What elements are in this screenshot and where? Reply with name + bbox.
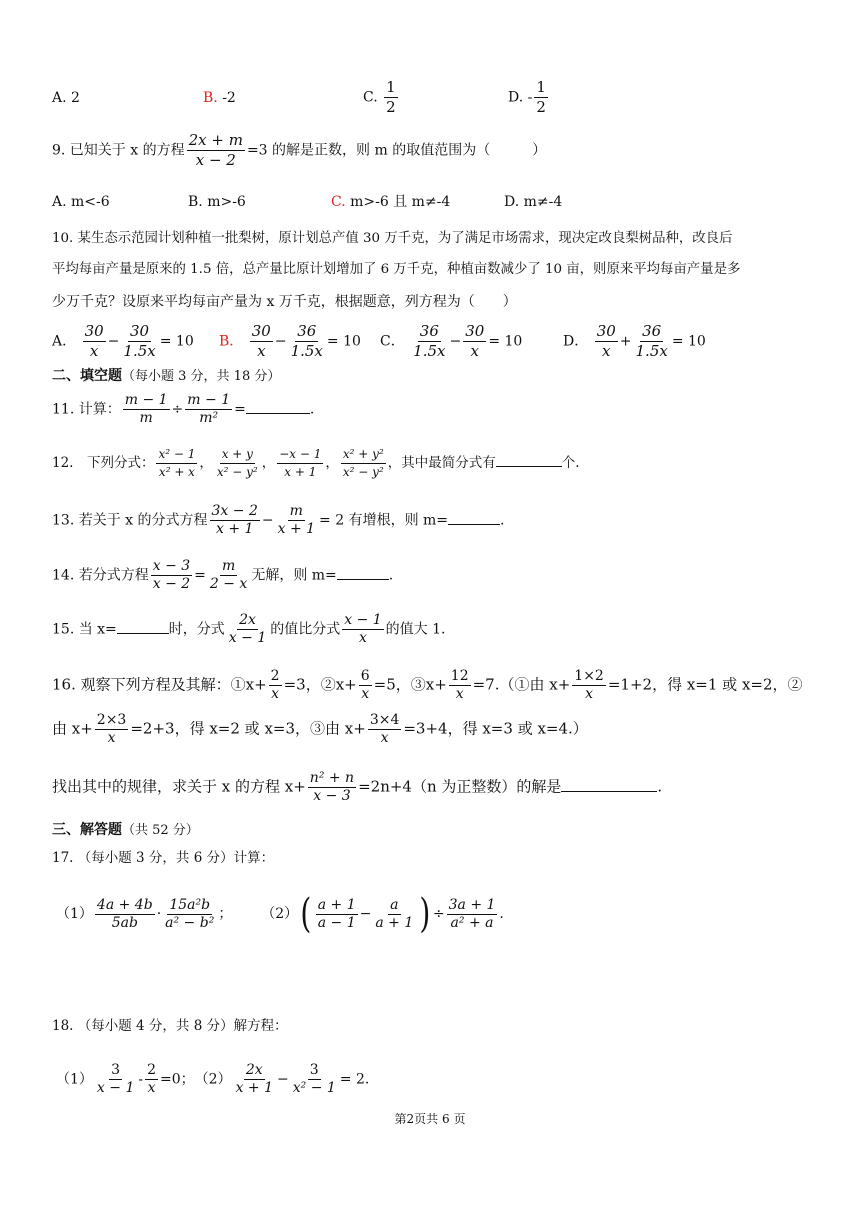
q10-line-1: 10. 某生态示范园计划种植一批梨树，原计划总产值 30 万千克，为了满足市场需求，现决定改良梨树品种，改良后: [52, 231, 733, 246]
q16-frac-3: $\frac{12}{x}$: [450, 668, 469, 702]
q12-frac-1: $\frac{\text{x² − 1}}{\text{x² + x}}$: [158, 447, 196, 479]
q18-frac-3: $\frac{2x}{x + 1}$: [235, 1062, 273, 1096]
section-3-heading: 三、解答题（共 52 分）: [52, 822, 199, 838]
q15-frac-2: $\frac{x - 1}{x}$: [344, 612, 382, 646]
q10-a-frac-2: $\frac{30}{1.5x}$: [123, 322, 156, 360]
q15: 15. 当 x= 时，分式 $\frac{2x}{x - 1}$ 的值比分式 $\frac{x - 1}{x}$ 的值大 1.: [52, 612, 446, 646]
q14-frac-1: $\frac{x - 3}{x - 2}$: [152, 558, 191, 592]
q8-option-d: [508, 78, 550, 117]
q10-line-3: 少万千克？设原来平均每亩产量为 x 万千克，根据题意，列方程为（ ）: [52, 294, 517, 310]
q10-option-a: A． $\frac{30}{x}$ − $\frac{30}{1.5x}$ = 10: [52, 322, 194, 360]
q10-option-d: D． $\frac{30}{x}$ + $\frac{36}{1.5x}$ = 10: [563, 322, 706, 360]
q8-option-c-letter: C.: [363, 89, 378, 106]
q18-title: 18. （每小题 4 分，共 8 分）解方程：: [52, 1018, 288, 1034]
q18-frac-4: $\frac{3}{\text{x² − 1}}$: [292, 1062, 336, 1096]
q10-d-frac-1: $\frac{30}{x}$: [596, 322, 616, 360]
q8-option-c: [363, 78, 400, 117]
q15-answer-blank[interactable]: [117, 619, 169, 634]
page-footer: 第2页共 6 页: [394, 1112, 466, 1126]
q11: 11. 计算： $\frac{m - 1}{m}$ ÷ $\frac{m - 1}{\text{m²}}$ = .: [52, 392, 315, 426]
q17-frac-4: $\frac{a}{a + 1}$: [375, 896, 414, 931]
q12-frac-4: $\frac{\text{x² + y²}}{\text{x² − y²}}$: [342, 447, 384, 479]
q9-fraction: $\frac{2x + m}{x - 2}$: [188, 131, 243, 169]
q8-option-c-fraction: $\frac{1}{2}$: [386, 78, 396, 116]
q10-d-frac-2: $\frac{36}{1.5x}$: [635, 322, 668, 360]
q9-stem: 9. 已知关于 x 的方程 $\frac{2x + m}{x - 2}$ =3 的解是正数，则 m 的取值范围为（ ）: [52, 131, 547, 169]
q8-option-d-letter: D. -: [508, 89, 533, 106]
q13: 13. 若关于 x 的分式方程 $\frac{3x - 2}{x + 1}$ − $\frac{m}{x + 1}$ = 2 有增根，则 m= .: [52, 503, 505, 537]
q16-frac-4: $\frac{1\times 2}{x}$: [574, 668, 604, 702]
q9-option-b: B. m>-6: [188, 194, 246, 210]
q9-option-c: C. m>-6 且 m≠-4: [331, 194, 451, 210]
q12-frac-3: $\frac{-x - 1}{x + 1}$: [279, 447, 322, 479]
section-2-heading: 二、填空题（每小题 3 分，共 18 分）: [52, 368, 281, 384]
q10-c-frac-1: $\frac{36}{1.5x}$: [413, 322, 446, 360]
q8-option-b: [203, 88, 236, 108]
q10-option-c: C． $\frac{36}{1.5x}$ − $\frac{30}{x}$ = 10: [380, 322, 523, 360]
q14: 14. 若分式方程 $\frac{x - 3}{x - 2}$ = $\frac{m}{2 - x}$ 无解，则 m= .: [52, 558, 394, 592]
q16-frac-5: $\frac{2\times 3}{x}$: [96, 712, 127, 746]
q18-frac-2: $\frac{2}{x}$: [147, 1062, 157, 1096]
q10-line-2: 平均每亩产量是原来的 1.5 倍，总产量比原计划增加了 6 万千克，种植亩数减少了 10 亩，则原来平均每亩产量是多: [52, 262, 741, 277]
q16-frac-7: $\frac{\text{n² + n}}{x - 3}$: [309, 770, 355, 804]
q17-frac-3: $\frac{a + 1}{a - 1}$: [317, 896, 356, 931]
q16-frac-1: $\frac{2}{x}$: [270, 668, 280, 702]
q13-frac-2: $\frac{m}{x + 1}$: [277, 503, 316, 537]
q13-frac-1: $\frac{3x - 2}{x + 1}$: [211, 503, 258, 537]
q16-answer-blank[interactable]: [561, 777, 657, 792]
q17-title: 17. （每小题 3 分，共 6 分）计算：: [52, 850, 275, 866]
q10-b-frac-2: $\frac{36}{1.5x}$: [290, 322, 323, 360]
q9-option-d: D. m≠-4: [504, 194, 563, 210]
q8-option-b-value: -2: [217, 90, 236, 106]
q8-option-b-letter: B.: [203, 90, 218, 106]
q9-option-a: A. m<-6: [52, 194, 110, 210]
q11-frac-1: $\frac{m - 1}{m}$: [124, 392, 168, 426]
q13-answer-blank[interactable]: [448, 510, 500, 525]
q12-frac-2: $\frac{x + y}{\text{x² − y²}}$: [216, 447, 258, 479]
q16-line-2: 由 x+ $\frac{2\times 3}{x}$ =2+3，得 x=2 或 x=3，③由 x+ $\frac{3\times 4}{x}$ =3+4，得 x=3 或 x=4.）: [52, 712, 588, 746]
q10-b-frac-1: $\frac{30}{x}$: [251, 322, 271, 360]
q11-answer-blank[interactable]: [246, 399, 310, 414]
q18-parts: （1） $\frac{3}{x - 1}$ - $\frac{2}{x}$ =0； （2） $\frac{2x}{x + 1}$ − $\frac{3}{\text{x² − 1}}$ = 2.: [56, 1062, 370, 1096]
q18-frac-1: $\frac{3}{x - 1}$: [96, 1062, 135, 1096]
q10-a-frac-1: $\frac{30}{x}$: [84, 322, 104, 360]
q10-option-b: B． $\frac{30}{x}$ − $\frac{36}{1.5x}$ = 10: [219, 322, 361, 360]
q8-option-d-fraction: $\frac{1}{2}$: [536, 78, 546, 116]
q17-parts: （1） $\frac{4a + 4b}{5ab}$ · $\frac{\text{15a²b}}{\text{a² − b²}}$ ； （2）( $\frac{a + 1}{a - 1}$ − $\frac{a}{a + 1}$ ) ÷ $\frac{3a + 1}{\text{a² + a}}$ .: [56, 891, 504, 937]
q9-option-c-letter: C.: [331, 194, 346, 210]
q15-frac-1: $\frac{2x}{x - 1}$: [228, 612, 267, 646]
q8-option-a: A. 2: [52, 90, 80, 106]
q16-line-3: 找出其中的规律，求关于 x 的方程 x+ $\frac{\text{n² + n}}{x - 3}$ =2n+4（n 为正整数）的解是 .: [52, 770, 663, 804]
q14-frac-2: $\frac{m}{2 - x}$: [209, 558, 248, 592]
q16-frac-2: $\frac{6}{x}$: [360, 668, 370, 702]
q14-answer-blank[interactable]: [337, 565, 389, 580]
q12: 12. 下列分式： $\frac{\text{x² − 1}}{\text{x² + x}}$ ， $\frac{x + y}{\text{x² − y²}}$ ， $\frac{-x - 1}{x + 1}$ ， $\frac{\text{x² + y²}}{\text{x² − y²}}$ ，其中最简分式有 个.: [52, 447, 580, 479]
q17-frac-1: $\frac{4a + 4b}{5ab}$: [96, 896, 153, 931]
q12-answer-blank[interactable]: [496, 452, 562, 467]
q10-c-frac-2: $\frac{30}{x}$: [465, 322, 485, 360]
q17-left-paren: (: [300, 891, 312, 937]
q16-line-1: 16. 观察下列方程及其解：①x+ $\frac{2}{x}$ =3，②x+ $\frac{6}{x}$ =5，③x+ $\frac{12}{x}$ =7.（①由 x+ $\frac{1\times 2}{x}$ =1+2，得 x=1 或 x=2，②: [52, 668, 803, 702]
q17-frac-2: $\frac{\text{15a²b}}{\text{a² − b²}}$: [165, 896, 215, 931]
q17-frac-5: $\frac{3a + 1}{\text{a² + a}}$: [448, 896, 496, 931]
q16-frac-6: $\frac{3\times 4}{x}$: [369, 712, 400, 746]
q17-right-paren: ): [419, 891, 431, 937]
q11-frac-2: $\frac{m - 1}{\text{m²}}$: [187, 392, 231, 426]
